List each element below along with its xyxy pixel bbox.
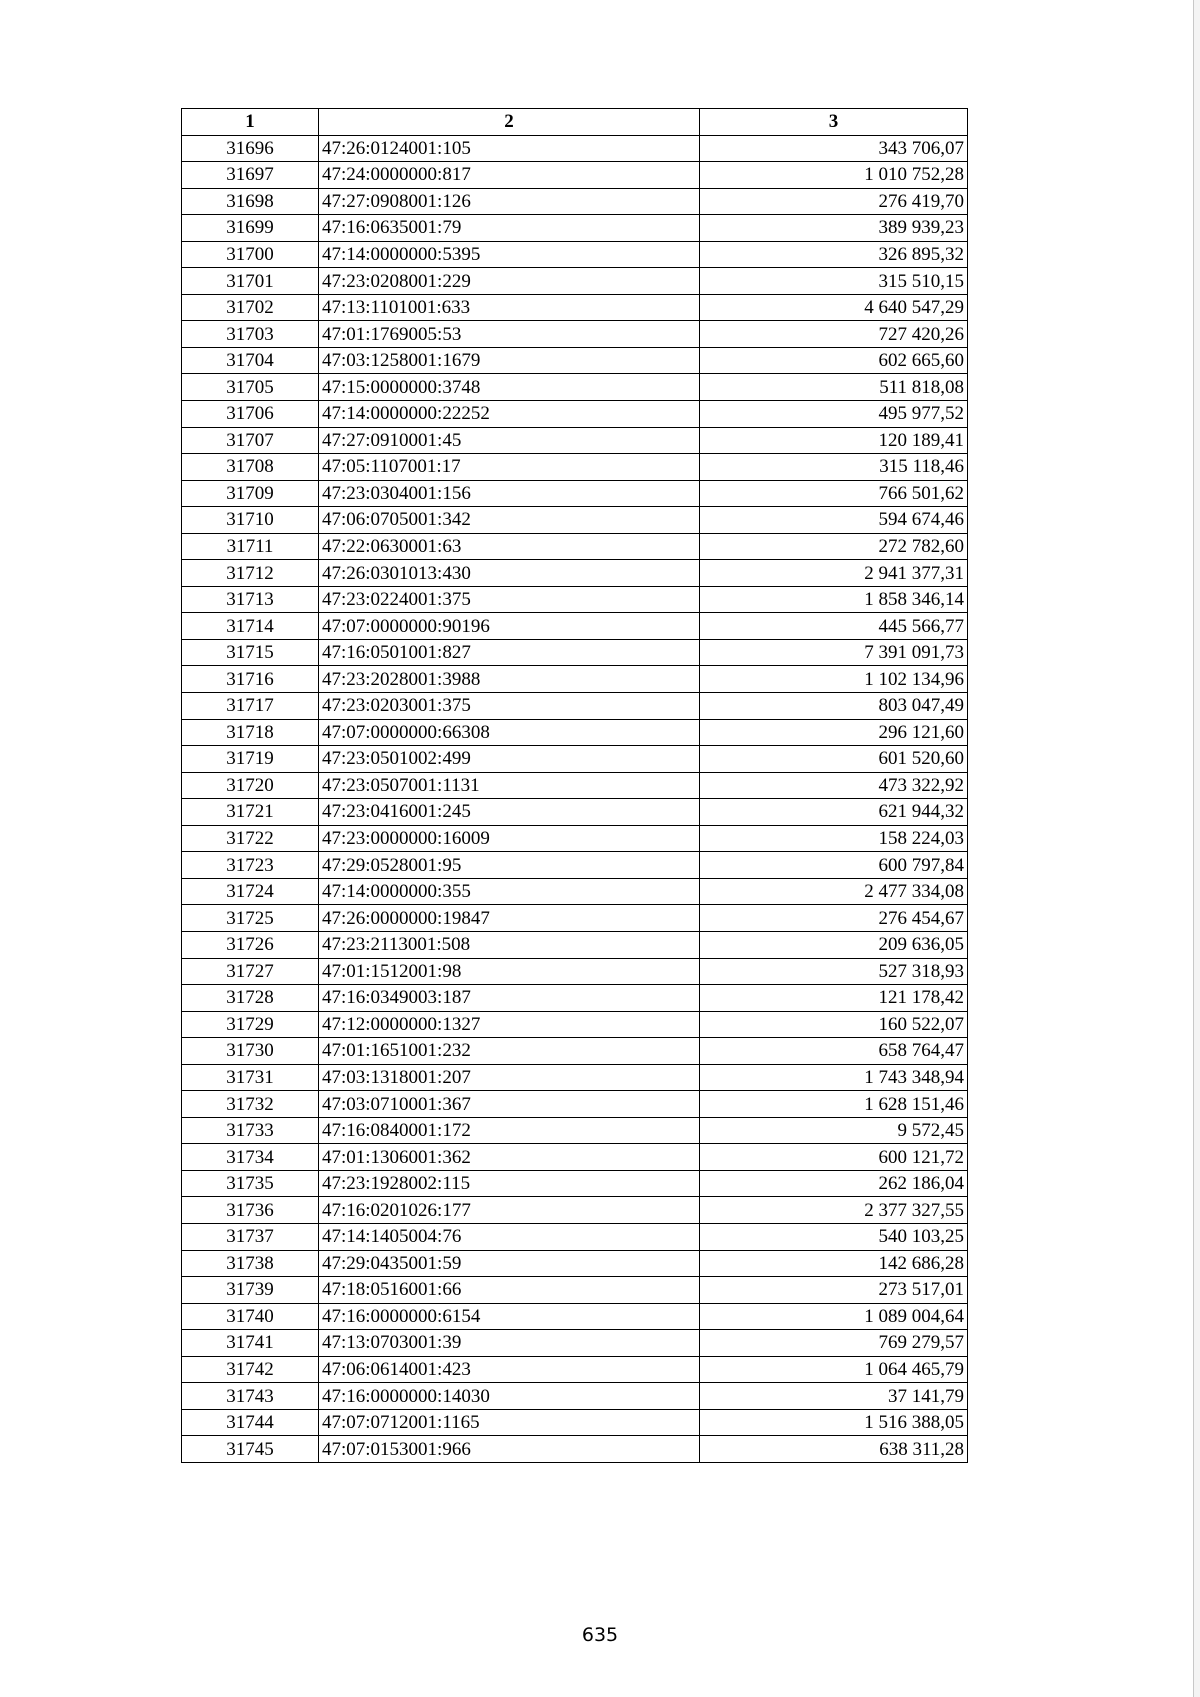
value-cell: 158 224,03	[700, 825, 968, 852]
table-row	[182, 1303, 968, 1330]
row-number-cell: 31716	[182, 666, 319, 693]
value-cell: 1 743 348,94	[700, 1064, 968, 1091]
row-number-cell: 31744	[182, 1409, 319, 1436]
table-row	[182, 347, 968, 374]
cadastral-number-cell: 47:23:0304001:156	[319, 480, 700, 507]
table-row	[182, 1011, 968, 1038]
value-cell: 1 064 465,79	[700, 1356, 968, 1383]
table-row	[182, 825, 968, 852]
table-row	[182, 480, 968, 507]
cadastral-number-cell: 47:23:0203001:375	[319, 693, 700, 720]
value-cell: 1 858 346,14	[700, 586, 968, 613]
cadastral-number-cell: 47:27:0908001:126	[319, 188, 700, 215]
cadastral-number-cell: 47:18:0516001:66	[319, 1277, 700, 1304]
value-cell: 601 520,60	[700, 746, 968, 773]
table-row	[182, 215, 968, 242]
table-row	[182, 321, 968, 348]
value-cell: 120 189,41	[700, 427, 968, 454]
table-row	[182, 878, 968, 905]
table-row	[182, 1250, 968, 1277]
table-row	[182, 1038, 968, 1065]
table-row	[182, 533, 968, 560]
value-cell: 540 103,25	[700, 1223, 968, 1250]
table-row	[182, 1330, 968, 1357]
cadastral-number-cell: 47:22:0630001:63	[319, 533, 700, 560]
value-cell: 1 516 388,05	[700, 1409, 968, 1436]
value-cell: 1 089 004,64	[700, 1303, 968, 1330]
table-row	[182, 905, 968, 932]
value-cell: 527 318,93	[700, 958, 968, 985]
cadastral-number-cell: 47:16:0000000:14030	[319, 1383, 700, 1410]
cadastral-number-cell: 47:16:0840001:172	[319, 1117, 700, 1144]
cadastral-number-cell: 47:23:2028001:3988	[319, 666, 700, 693]
cadastral-number-cell: 47:03:1318001:207	[319, 1064, 700, 1091]
value-cell: 326 895,32	[700, 241, 968, 268]
cadastral-number-cell: 47:05:1107001:17	[319, 454, 700, 481]
column-header-3: 3	[700, 109, 968, 136]
row-number-cell: 31737	[182, 1223, 319, 1250]
value-cell: 1 010 752,28	[700, 162, 968, 189]
cadastral-number-cell: 47:01:1769005:53	[319, 321, 700, 348]
cadastral-number-cell: 47:16:0349003:187	[319, 985, 700, 1012]
row-number-cell: 31734	[182, 1144, 319, 1171]
table-row	[182, 268, 968, 295]
cadastral-number-cell: 47:01:1512001:98	[319, 958, 700, 985]
row-number-cell: 31745	[182, 1436, 319, 1463]
cadastral-number-cell: 47:23:0501002:499	[319, 746, 700, 773]
cadastral-number-cell: 47:15:0000000:3748	[319, 374, 700, 401]
row-number-cell: 31708	[182, 454, 319, 481]
table-row	[182, 639, 968, 666]
row-number-cell: 31718	[182, 719, 319, 746]
cadastral-number-cell: 47:03:0710001:367	[319, 1091, 700, 1118]
table-row	[182, 799, 968, 826]
cadastral-number-cell: 47:16:0501001:827	[319, 639, 700, 666]
row-number-cell: 31705	[182, 374, 319, 401]
cadastral-number-cell: 47:01:1651001:232	[319, 1038, 700, 1065]
page-number: 635	[581, 1624, 619, 1646]
table-row	[182, 401, 968, 428]
value-cell: 600 121,72	[700, 1144, 968, 1171]
table-row	[182, 454, 968, 481]
value-cell: 276 419,70	[700, 188, 968, 215]
row-number-cell: 31707	[182, 427, 319, 454]
row-number-cell: 31712	[182, 560, 319, 587]
cadastral-number-cell: 47:23:0208001:229	[319, 268, 700, 295]
table-row	[182, 427, 968, 454]
value-cell: 495 977,52	[700, 401, 968, 428]
value-cell: 445 566,77	[700, 613, 968, 640]
table-row	[182, 1277, 968, 1304]
cadastral-number-cell: 47:06:0614001:423	[319, 1356, 700, 1383]
table-row	[182, 931, 968, 958]
value-cell: 594 674,46	[700, 507, 968, 534]
row-number-cell: 31730	[182, 1038, 319, 1065]
value-cell: 343 706,07	[700, 135, 968, 162]
cadastral-number-cell: 47:14:1405004:76	[319, 1223, 700, 1250]
row-number-cell: 31742	[182, 1356, 319, 1383]
table-row	[182, 560, 968, 587]
table-row	[182, 1117, 968, 1144]
cadastral-number-cell: 47:26:0000000:19847	[319, 905, 700, 932]
row-number-cell: 31727	[182, 958, 319, 985]
cadastral-number-cell: 47:14:0000000:5395	[319, 241, 700, 268]
row-number-cell: 31709	[182, 480, 319, 507]
cadastral-number-cell: 47:29:0435001:59	[319, 1250, 700, 1277]
row-number-cell: 31726	[182, 931, 319, 958]
value-cell: 511 818,08	[700, 374, 968, 401]
value-cell: 121 178,42	[700, 985, 968, 1012]
value-cell: 276 454,67	[700, 905, 968, 932]
cadastral-number-cell: 47:01:1306001:362	[319, 1144, 700, 1171]
row-number-cell: 31700	[182, 241, 319, 268]
table-row	[182, 1356, 968, 1383]
row-number-cell: 31725	[182, 905, 319, 932]
row-number-cell: 31741	[182, 1330, 319, 1357]
value-cell: 315 510,15	[700, 268, 968, 295]
cadastral-number-cell: 47:26:0301013:430	[319, 560, 700, 587]
table-row	[182, 693, 968, 720]
row-number-cell: 31701	[182, 268, 319, 295]
value-cell: 1 102 134,96	[700, 666, 968, 693]
table-row	[182, 294, 968, 321]
value-cell: 262 186,04	[700, 1170, 968, 1197]
cadastral-number-cell: 47:26:0124001:105	[319, 135, 700, 162]
table-row	[182, 188, 968, 215]
row-number-cell: 31728	[182, 985, 319, 1012]
row-number-cell: 31722	[182, 825, 319, 852]
row-number-cell: 31739	[182, 1277, 319, 1304]
cadastral-number-cell: 47:23:1928002:115	[319, 1170, 700, 1197]
value-cell: 37 141,79	[700, 1383, 968, 1410]
cadastral-number-cell: 47:29:0528001:95	[319, 852, 700, 879]
table-row	[182, 772, 968, 799]
table-row	[182, 719, 968, 746]
cadastral-number-cell: 47:07:0000000:66308	[319, 719, 700, 746]
cadastral-number-cell: 47:13:0703001:39	[319, 1330, 700, 1357]
value-cell: 2 477 334,08	[700, 878, 968, 905]
row-number-cell: 31719	[182, 746, 319, 773]
page-edge	[1193, 0, 1200, 1697]
table-header-row	[182, 109, 968, 136]
value-cell: 315 118,46	[700, 454, 968, 481]
cadastral-number-cell: 47:12:0000000:1327	[319, 1011, 700, 1038]
value-cell: 389 939,23	[700, 215, 968, 242]
value-cell: 803 047,49	[700, 693, 968, 720]
table-row	[182, 507, 968, 534]
table-row	[182, 1091, 968, 1118]
value-cell: 621 944,32	[700, 799, 968, 826]
table-row	[182, 1064, 968, 1091]
table-row	[182, 1436, 968, 1463]
cadastral-number-cell: 47:13:1101001:633	[319, 294, 700, 321]
cadastral-number-cell: 47:24:0000000:817	[319, 162, 700, 189]
cadastral-number-cell: 47:23:0000000:16009	[319, 825, 700, 852]
value-cell: 600 797,84	[700, 852, 968, 879]
cadastral-number-cell: 47:07:0153001:966	[319, 1436, 700, 1463]
table-row	[182, 1383, 968, 1410]
row-number-cell: 31696	[182, 135, 319, 162]
value-cell: 273 517,01	[700, 1277, 968, 1304]
table-row	[182, 374, 968, 401]
cadastral-number-cell: 47:14:0000000:355	[319, 878, 700, 905]
value-cell: 473 322,92	[700, 772, 968, 799]
cadastral-number-cell: 47:16:0000000:6154	[319, 1303, 700, 1330]
row-number-cell: 31723	[182, 852, 319, 879]
row-number-cell: 31720	[182, 772, 319, 799]
value-cell: 209 636,05	[700, 931, 968, 958]
cadastral-number-cell: 47:03:1258001:1679	[319, 347, 700, 374]
row-number-cell: 31724	[182, 878, 319, 905]
value-cell: 142 686,28	[700, 1250, 968, 1277]
table-row	[182, 958, 968, 985]
value-cell: 658 764,47	[700, 1038, 968, 1065]
cadastral-number-cell: 47:16:0201026:177	[319, 1197, 700, 1224]
row-number-cell: 31743	[182, 1383, 319, 1410]
row-number-cell: 31706	[182, 401, 319, 428]
value-cell: 769 279,57	[700, 1330, 968, 1357]
column-header-2: 2	[319, 109, 700, 136]
cadastral-number-cell: 47:23:0416001:245	[319, 799, 700, 826]
row-number-cell: 31699	[182, 215, 319, 242]
row-number-cell: 31740	[182, 1303, 319, 1330]
table-row	[182, 1409, 968, 1436]
table-row	[182, 852, 968, 879]
value-cell: 160 522,07	[700, 1011, 968, 1038]
value-cell: 602 665,60	[700, 347, 968, 374]
row-number-cell: 31736	[182, 1197, 319, 1224]
row-number-cell: 31732	[182, 1091, 319, 1118]
table-row	[182, 162, 968, 189]
row-number-cell: 31721	[182, 799, 319, 826]
column-header-1: 1	[182, 109, 319, 136]
table-row	[182, 1223, 968, 1250]
cadastral-number-cell: 47:23:0224001:375	[319, 586, 700, 613]
value-cell: 9 572,45	[700, 1117, 968, 1144]
value-cell: 766 501,62	[700, 480, 968, 507]
cadastral-number-cell: 47:06:0705001:342	[319, 507, 700, 534]
value-cell: 2 941 377,31	[700, 560, 968, 587]
row-number-cell: 31729	[182, 1011, 319, 1038]
row-number-cell: 31731	[182, 1064, 319, 1091]
table-row	[182, 1197, 968, 1224]
value-cell: 7 391 091,73	[700, 639, 968, 666]
value-cell: 272 782,60	[700, 533, 968, 560]
table-row	[182, 586, 968, 613]
row-number-cell: 31698	[182, 188, 319, 215]
row-number-cell: 31714	[182, 613, 319, 640]
cadastral-number-cell: 47:23:2113001:508	[319, 931, 700, 958]
value-cell: 727 420,26	[700, 321, 968, 348]
row-number-cell: 31733	[182, 1117, 319, 1144]
row-number-cell: 31713	[182, 586, 319, 613]
table-row	[182, 613, 968, 640]
row-number-cell: 31703	[182, 321, 319, 348]
table-row	[182, 135, 968, 162]
cadastral-number-cell: 47:23:0507001:1131	[319, 772, 700, 799]
row-number-cell: 31717	[182, 693, 319, 720]
table-row	[182, 1170, 968, 1197]
value-cell: 638 311,28	[700, 1436, 968, 1463]
data-table	[181, 108, 968, 1463]
cadastral-number-cell: 47:07:0712001:1165	[319, 1409, 700, 1436]
table-row	[182, 746, 968, 773]
row-number-cell: 31735	[182, 1170, 319, 1197]
value-cell: 296 121,60	[700, 719, 968, 746]
row-number-cell: 31715	[182, 639, 319, 666]
row-number-cell: 31711	[182, 533, 319, 560]
cadastral-number-cell: 47:14:0000000:22252	[319, 401, 700, 428]
cadastral-number-cell: 47:07:0000000:90196	[319, 613, 700, 640]
table-row	[182, 666, 968, 693]
value-cell: 1 628 151,46	[700, 1091, 968, 1118]
table-row	[182, 985, 968, 1012]
cadastral-number-cell: 47:27:0910001:45	[319, 427, 700, 454]
value-cell: 2 377 327,55	[700, 1197, 968, 1224]
table-row	[182, 241, 968, 268]
table-body	[182, 135, 968, 1462]
row-number-cell: 31697	[182, 162, 319, 189]
table-row	[182, 1144, 968, 1171]
cadastral-number-cell: 47:16:0635001:79	[319, 215, 700, 242]
row-number-cell: 31704	[182, 347, 319, 374]
value-cell: 4 640 547,29	[700, 294, 968, 321]
row-number-cell: 31702	[182, 294, 319, 321]
row-number-cell: 31738	[182, 1250, 319, 1277]
row-number-cell: 31710	[182, 507, 319, 534]
